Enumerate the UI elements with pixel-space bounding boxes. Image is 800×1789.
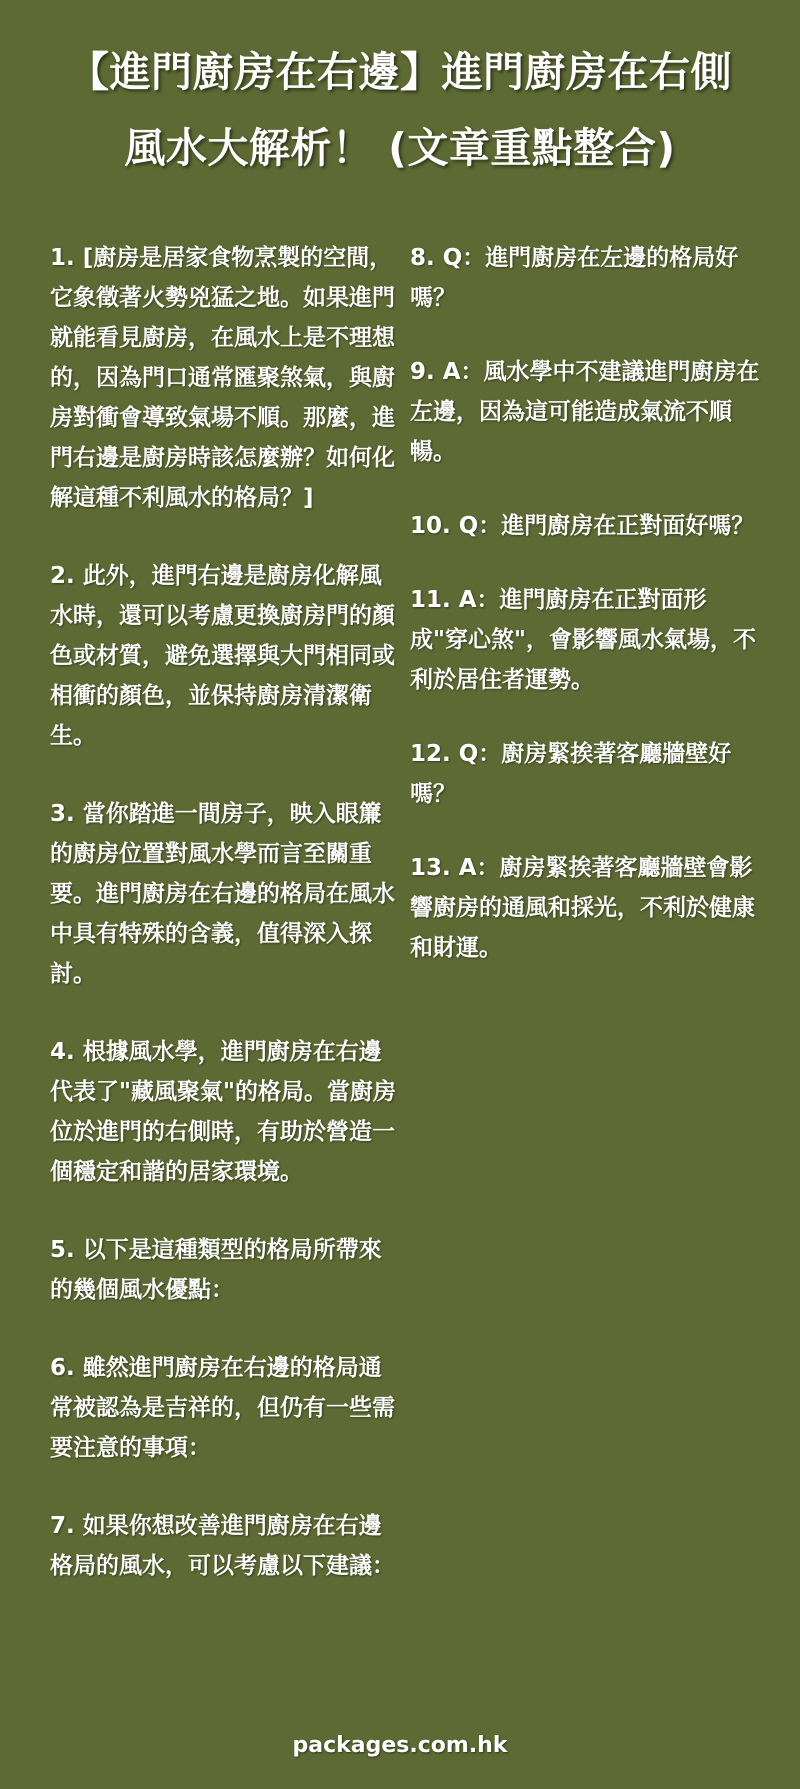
list-item: 2. 此外，進門右邊是廚房化解風水時，還可以考慮更換廚房門的顏色或材質，避免選擇與大門相同或相衝的顏色，並保持廚房清潔衛生。 [50,563,395,749]
list-item: 6. 雖然進門廚房在右邊的格局通常被認為是吉祥的，但仍有一些需要注意的事項： [50,1355,395,1461]
left-column [50,238,400,1624]
faq-item: 12. Q：廚房緊挨著客廳牆壁好嗎？ [410,741,732,807]
list-item: 4. 根據風水學，進門廚房在右邊代表了"藏風聚氣"的格局。當廚房位於進門的右側時，有助於營造一個穩定和諧的居家環境。 [50,1039,396,1185]
site-footer: packages.com.hk [292,1733,508,1758]
list-item: 5. 以下是這種類型的格局所帶來的幾個風水優點： [50,1237,382,1303]
list-item: 1. [廚房是居家食物烹製的空間，它象徵著火勢兇猛之地。如果進門就能看見廚房，在風水上是不理想的，因為門口通常匯聚煞氣，與廚房對衝會導致氣場不順。那麼，進門右邊是廚房時該怎麼辦？如何化解這種不利風水的格局？] [50,245,395,511]
right-column [410,238,760,1002]
faq-item: 8. Q：進門廚房在左邊的格局好嗎？ [410,245,739,311]
page-title: 【進門廚房在右邊】進門廚房在右側 風水大解析！ (文章重點整合) [68,48,732,172]
faq-item: 13. A：廚房緊挨著客廳牆壁會影響廚房的通風和採光，不利於健康和財運。 [410,855,755,961]
faq-item: 9. A：風水學中不建議進門廚房在左邊，因為這可能造成氣流不順暢。 [410,359,760,465]
list-item: 3. 當你踏進一間房子，映入眼簾的廚房位置對風水學而言至關重要。進門廚房在右邊的格局在風水中具有特殊的含義，值得深入探討。 [50,801,395,987]
faq-item: 11. A：進門廚房在正對面形成"穿心煞"，會影響風水氣場，不利於居住者運勢。 [410,587,756,693]
list-item: 7. 如果你想改善進門廚房在右邊格局的風水，可以考慮以下建議： [50,1513,395,1579]
faq-item: 10. Q：進門廚房在正對面好嗎？ [410,513,755,539]
